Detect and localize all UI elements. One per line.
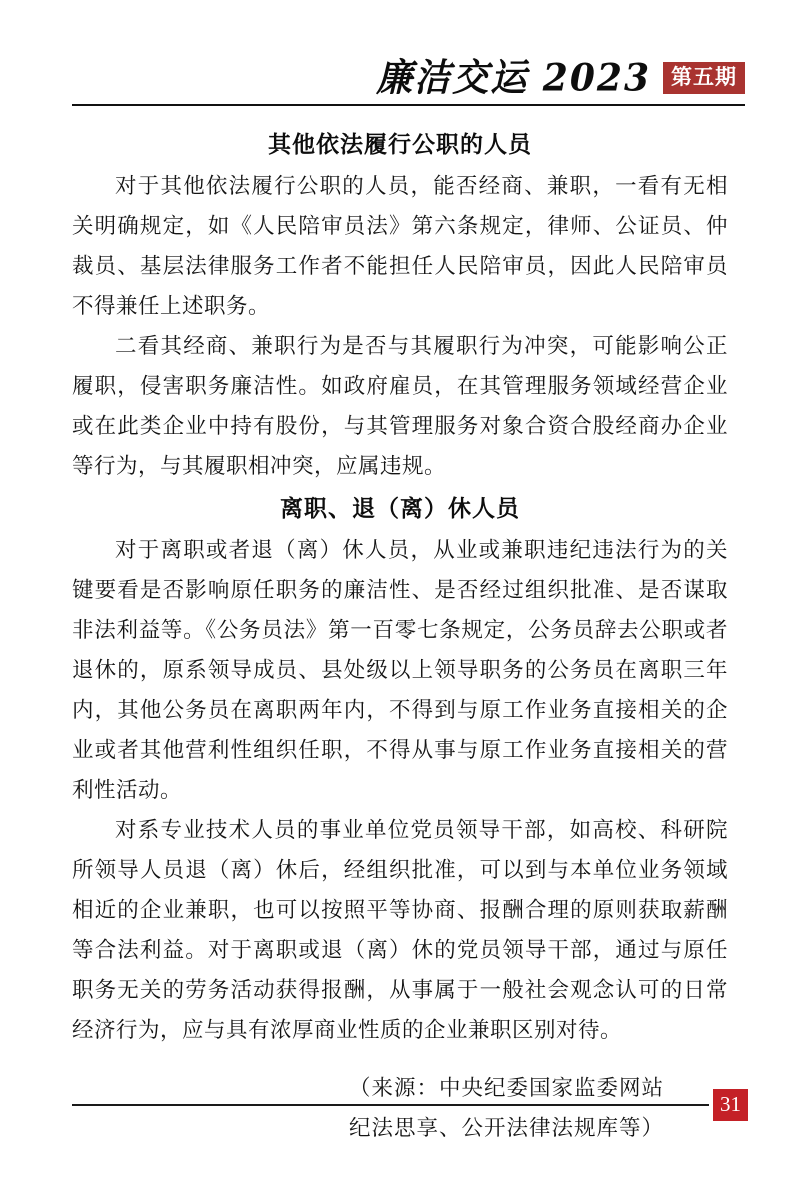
page-footer [72,1089,748,1121]
masthead-title: 廉洁交运 2023 [376,55,651,101]
masthead-row [72,55,745,101]
issue-badge: 第五期 [663,62,745,94]
section-heading-retired-personnel: 离职、退（离）休人员 [280,495,520,521]
masthead [0,0,800,106]
page-number-badge: 31 [713,1089,748,1121]
paragraph: 对于其他依法履行公职的人员，能否经商、兼职，一看有无相关明确规定，如《人民陪审员法》第六条规定，律师、公证员、仲裁员、基层法律服务工作者不能担任人民陪审员，因此人民陪审员不得兼任上述职务。 [72,174,728,318]
footer-rule [72,1104,709,1106]
source-line-1: （来源：中央纪委国家监委网站 [348,1076,664,1100]
section-heading-public-officials: 其他依法履行公职的人员 [268,131,532,157]
paragraph: 对系专业技术人员的事业单位党员领导干部，如高校、科研院所领导人员退（离）休后，经组织批准，可以到与本单位业务领域相近的企业兼职，也可以按照平等协商、报酬合理的原则获取薪酬等合法利益。对于离职或退（离）休的党员领导干部，通过与原任职务无关的劳务活动获得报酬，从事属于一般社会观念认可的日常经济行为，应与具有浓厚商业性质的企业兼职区别对待。 [72,818,728,1042]
article-content [0,106,800,1148]
paragraph: 对于离职或者退（离）休人员，从业或兼职违纪违法行为的关键要看是否影响原任职务的廉洁性、是否经过组织批准、是否谋取非法利益等。《公务员法》第一百零七条规定，公务员辞去公职或者退休的，原系领导成员、县处级以上领导职务的公务员在离职三年内，其他公务员在离职两年内，不得到与原工作业务直接相关的企业或者其他营利性组织任职，不得从事与原工作业务直接相关的营利性活动。 [72,538,728,802]
paragraph: 二看其经商、兼职行为是否与其履职行为冲突，可能影响公正履职，侵害职务廉洁性。如政府雇员，在其管理服务领域经营企业或在此类企业中持有股份，与其管理服务对象合资合股经商办企业等行为，与其履职相冲突，应属违规。 [72,334,728,478]
source-line-2: 纪法思享、公开法律法规库等） [348,1116,664,1140]
